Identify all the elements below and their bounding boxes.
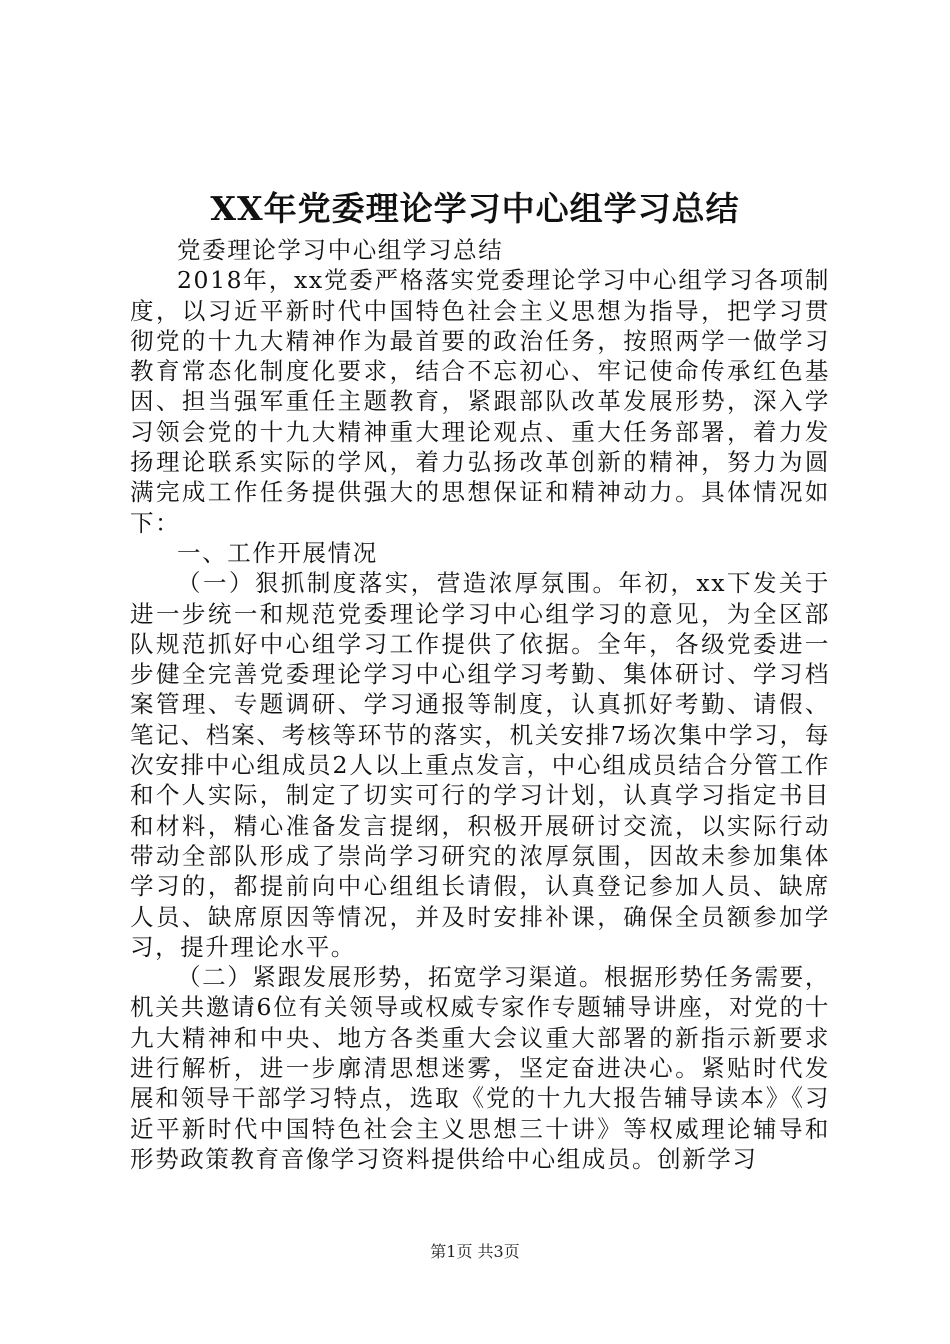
body-paragraph-2: （二）紧跟发展形势，拓宽学习渠道。根据形势任务需要，机关共邀请6位有关领导或权威专家作专题辅导讲座，对党的十九大精神和中央、地方各类重大会议重大部署的新指示新要求进行解析，进一步廓清思想迷雾，坚定奋进决心。紧贴时代发展和领导干部学习特点，选取《党的十九大报告辅导读本》《习近平新时代中国特色社会主义思想三十讲》等权威理论辅导和形势政策教育音像学习资料提供给中心组成员。创新学习 xyxy=(130,963,830,1173)
subtitle-paragraph: 党委理论学习中心组学习总结 xyxy=(177,236,504,264)
document-body xyxy=(130,235,830,1174)
section-heading: 一、工作开展情况 xyxy=(177,538,378,567)
body-paragraph-1: （一）狠抓制度落实，营造浓厚氛围。年初，xx下发关于进一步统一和规范党委理论学习中心组学习的意见，为全区部队规范抓好中心组学习工作提供了依据。全年，各级党委进一步健全完善党委理论学习中心组学习考勤、集体研讨、学习档案管理、专题调研、学习通报等制度，认真抓好考勤、请假、笔记、档案、考核等环节的落实，机关安排7场次集中学习，每次安排中心组成员2人以上重点发言，中心组成员结合分管工作和个人实际，制定了切实可行的学习计划，认真学习指定书目和材料，精心准备发言提纲，积极开展研讨交流，以实际行动带动全部队形成了崇尚学习研究的浓厚氛围，因故未参加集体学习的，都提前向中心组组长请假，认真登记参加人员、缺席人员、缺席原因等情况，并及时安排补课，确保全员额参加学习，提升理论水平。 xyxy=(130,569,830,961)
page-footer: 第1页 共3页 xyxy=(430,1242,520,1261)
document-title: XX年党委理论学习中心组学习总结 xyxy=(210,189,740,228)
intro-paragraph: 2018年，xx党委严格落实党委理论学习中心组学习各项制度，以习近平新时代中国特色社会主义思想为指导，把学习贯彻党的十九大精神作为最首要的政治任务，按照两学一做学习教育常态化制度化要求，结合不忘初心、牢记使命传承红色基因、担当强军重任主题教育，紧跟部队改革发展形势，深入学习领会党的十九大精神重大理论观点、重大任务部署，着力发扬理论联系实际的学风，着力弘扬改革创新的精神，努力为圆满完成工作任务提供强大的思想保证和精神动力。具体情况如下： xyxy=(130,266,830,537)
